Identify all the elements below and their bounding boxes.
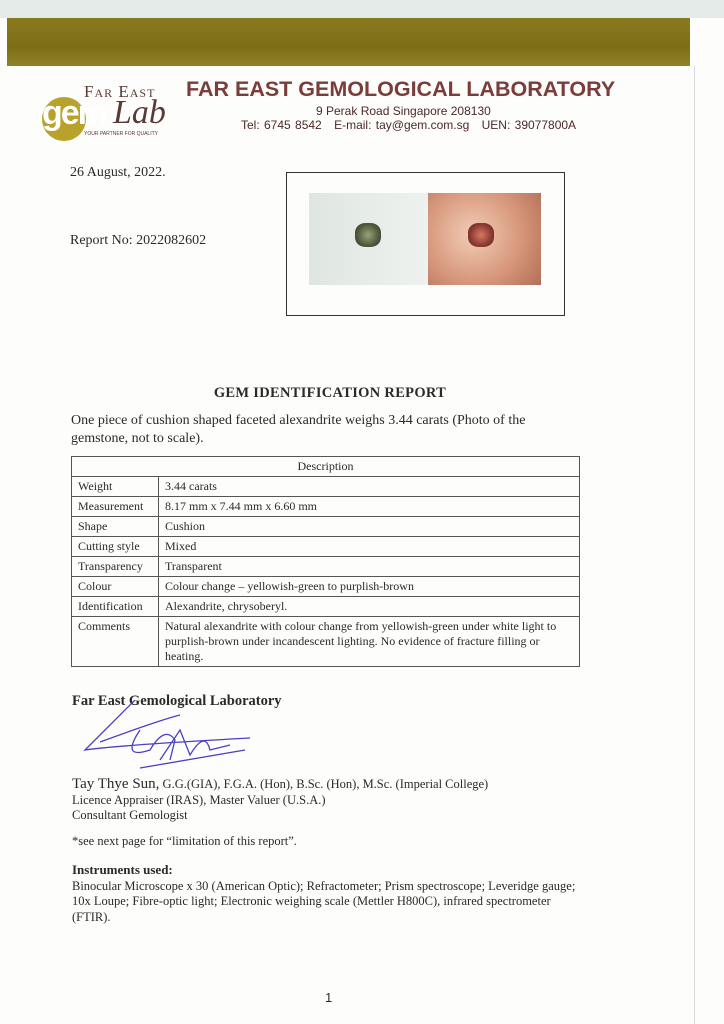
photo-daylight <box>309 193 428 285</box>
gemstone-green <box>355 223 381 247</box>
row-label: Cutting style <box>72 537 159 557</box>
instruments-heading: Instruments used: <box>72 862 173 877</box>
report-number: Report No: 2022082602 <box>70 233 207 248</box>
table-row <box>72 557 580 577</box>
signatory-name: Tay Thye Sun, <box>72 776 160 792</box>
gemstone-photo-frame <box>286 172 565 316</box>
table-row <box>72 497 580 517</box>
lab-email: E-mail: tay@gem.com.sg <box>334 118 470 132</box>
signatory-qualifications: G.G.(GIA), F.G.A. (Hon), B.Sc. (Hon), M.Sc. (Imperial College) <box>159 777 489 791</box>
report-heading: GEM IDENTIFICATION REPORT <box>213 385 447 401</box>
signatory-role: Consultant Gemologist <box>72 808 188 822</box>
row-value: Colour change – yellowish-green to purplish-brown <box>159 577 580 597</box>
table-header: Description <box>72 457 580 477</box>
row-value: Alexandrite, chrysoberyl. <box>159 597 580 617</box>
row-label: Identification <box>72 597 159 617</box>
table-row <box>72 537 580 557</box>
gemstone-red <box>468 223 494 247</box>
row-label: Measurement <box>72 497 159 517</box>
table-row <box>72 617 580 667</box>
row-value: 3.44 carats <box>159 477 580 497</box>
limitation-note: *see next page for “limitation of this report”. <box>72 834 297 848</box>
gemlab-logo <box>40 82 170 142</box>
lab-uen: UEN: 39077800A <box>481 118 577 132</box>
instruments-list: Binocular Microscope x 30 (American Optic); Refractometer; Prism spectroscope; Leveridge gauge; 10x Loupe; Fibre-optic light; Electronic weighing scale (Mettler H800C), infrared spectrometer (FTIR). <box>72 878 576 924</box>
scan-margin <box>0 0 724 18</box>
handwritten-signature <box>80 700 260 775</box>
description-table <box>71 456 580 667</box>
row-value: Natural alexandrite with colour change from yellowish-green under white light to purplish-brown under incandescent lighting. No evidence of fracture filling or heating. <box>159 617 580 667</box>
logo-tagline: YOUR PARTNER FOR QUALITY <box>84 131 158 137</box>
row-value: Cushion <box>159 517 580 537</box>
lab-tel: Tel: 6745 8542 <box>241 118 322 132</box>
lab-contact <box>241 118 584 132</box>
row-label: Comments <box>72 617 159 667</box>
table-row <box>72 477 580 497</box>
row-label: Shape <box>72 517 159 537</box>
logo-far-east: Far East <box>84 82 156 101</box>
row-value: Transparent <box>159 557 580 577</box>
signatory-block <box>72 777 488 824</box>
report-intro: One piece of cushion shaped faceted alexandrite weighs 3.44 carats (Photo of the gemstone, not to scale). <box>71 413 526 446</box>
lab-address: 9 Perak Road Singapore 208130 <box>316 104 491 118</box>
row-label: Colour <box>72 577 159 597</box>
photo-incandescent <box>428 193 541 285</box>
logo-gem: gem <box>42 94 106 132</box>
row-label: Weight <box>72 477 159 497</box>
table-row <box>72 577 580 597</box>
row-value: 8.17 mm x 7.44 mm x 6.60 mm <box>159 497 580 517</box>
instruments-section <box>72 862 592 925</box>
logo-lab: Lab <box>113 94 166 131</box>
report-date: 26 August, 2022. <box>70 165 166 180</box>
table-row <box>72 597 580 617</box>
table-row <box>72 517 580 537</box>
header-band <box>7 18 690 66</box>
row-value: Mixed <box>159 537 580 557</box>
page-number: 1 <box>325 990 333 1005</box>
lab-title: FAR EAST GEMOLOGICAL LABORATORY <box>186 77 616 101</box>
signatory-licence: Licence Appraiser (IRAS), Master Valuer (U.S.A.) <box>72 792 326 807</box>
page-edge <box>694 66 695 1024</box>
signature-company: Far East Gemological Laboratory <box>72 693 282 709</box>
row-label: Transparency <box>72 557 159 577</box>
